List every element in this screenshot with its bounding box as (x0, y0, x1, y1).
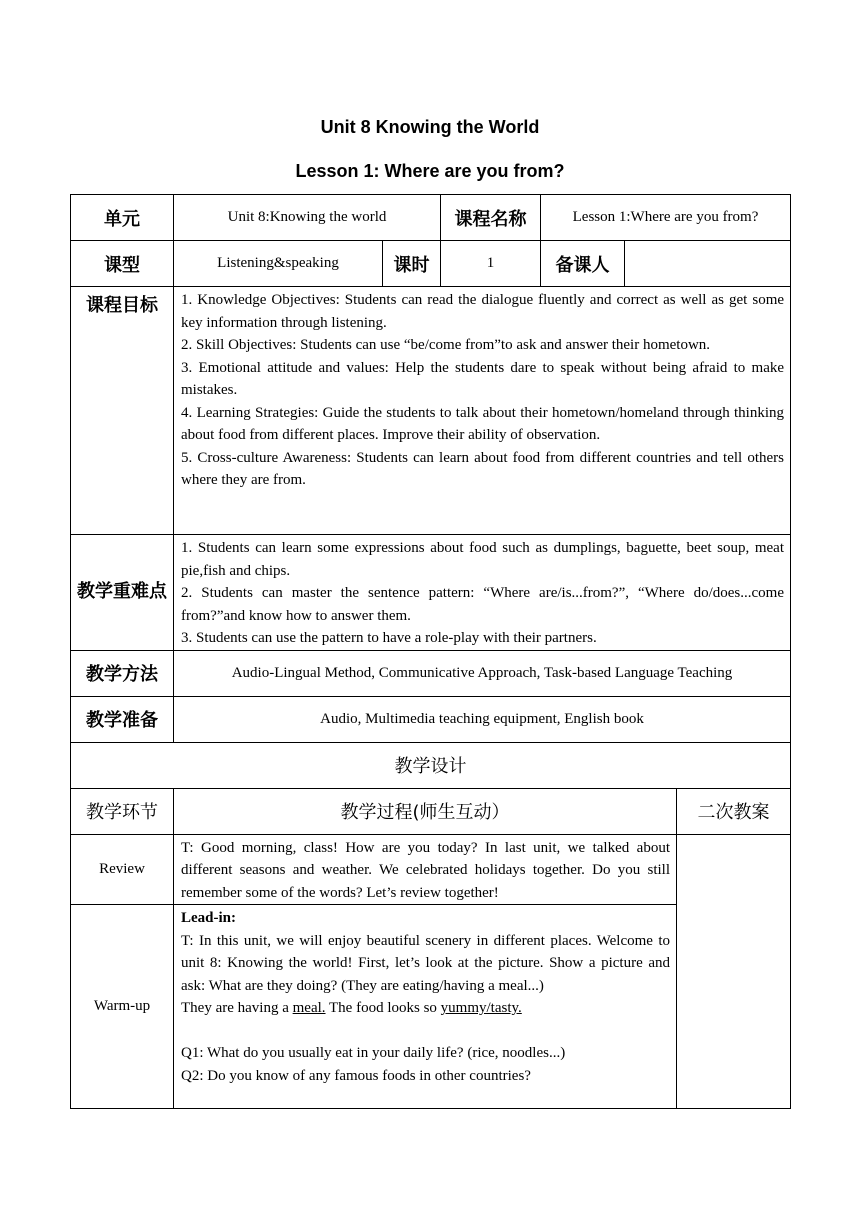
preparer-label: 备课人 (541, 241, 625, 287)
key-points-label: 教学重难点 (71, 535, 174, 651)
key-point-item: 2. Students can master the sentence pattern: “Where are/is...from?”, “Where do/does...come from?”and know how to answer them. (181, 585, 785, 624)
key-point-item: 1. Students can learn some expressions about food such as dumplings, baguette, beet soup, meat pie,fish and chips. (181, 540, 785, 579)
lesson-plan-table (70, 194, 791, 1109)
text-span: They are having a (181, 1000, 293, 1016)
unit-label: 单元 (71, 195, 174, 241)
objective-item: 1. Knowledge Objectives: Students can read the dialogue fluently and correct as well as get some key information through listening. (181, 292, 785, 331)
objective-item: 4. Learning Strategies: Guide the students to talk about their hometown/homeland through thinking about food from different places. Improve their ability of observation. (181, 404, 785, 443)
design-heading-row (71, 742, 791, 788)
type-label: 课型 (71, 241, 174, 287)
objectives-row (71, 287, 791, 535)
objective-item: 3. Emotional attitude and values: Help the students dare to speak without being afraid to make mistakes. (181, 359, 785, 398)
objective-item: 2. Skill Objectives: Students can use “be/come from”to ask and answer their hometown. (181, 337, 711, 353)
preparation-label: 教学准备 (71, 696, 174, 742)
text-span: The food looks so (325, 1000, 441, 1016)
lesson-title: Lesson 1: Where are you from? (295, 161, 565, 181)
design-columns-row (71, 788, 791, 834)
process-column-header: 教学过程(师生互动） (174, 788, 677, 834)
objectives-content (174, 287, 791, 535)
unit-title: Unit 8 Knowing the World (320, 117, 540, 137)
period-label: 课时 (383, 241, 441, 287)
warmup-content (174, 905, 677, 1109)
question-1: Q1: What do you usually eat in your daily life? (rice, noodles...) (181, 1045, 566, 1061)
blank-line (181, 1020, 670, 1043)
warmup-meal-line (181, 997, 670, 1020)
review-text: T: Good morning, class! How are you today? In last unit, we talked about different seasons and weather. We celebrated holidays together. Do you still remember some of the words? Let’s review together! (181, 839, 670, 901)
review-content (174, 834, 677, 905)
warmup-paragraph: T: In this unit, we will enjoy beautiful scenery in different places. Welcome to unit 8: Knowing the world! First, let’s look at the picture. Show a picture and ask: What are they doing? (They are eating/having a meal...) (181, 932, 670, 994)
preparation-row (71, 696, 791, 742)
review-row (71, 834, 791, 905)
design-heading: 教学设计 (71, 742, 791, 788)
underlined-word-meal: meal. (292, 1000, 326, 1016)
stage-column-header: 教学环节 (71, 788, 174, 834)
methods-value: Audio-Lingual Method, Communicative Approach, Task-based Language Teaching (174, 650, 791, 696)
methods-row (71, 650, 791, 696)
course-name-label: 课程名称 (441, 195, 541, 241)
key-points-content (174, 535, 791, 651)
info-row-type (71, 241, 791, 287)
underlined-word-yummy: yummy/tasty. (440, 1000, 522, 1016)
review-stage: Review (71, 834, 174, 905)
objective-item: 5. Cross-culture Awareness: Students can learn about food from different countries and tell others where they are from. (181, 449, 785, 488)
period-value: 1 (441, 241, 541, 287)
type-value: Listening&speaking (174, 241, 383, 287)
course-name-value: Lesson 1:Where are you from? (541, 195, 791, 241)
second-plan-column-header: 二次教案 (677, 788, 791, 834)
unit-value: Unit 8:Knowing the world (174, 195, 441, 241)
info-row-unit (71, 195, 791, 241)
methods-label: 教学方法 (71, 650, 174, 696)
question-2: Q2: Do you know of any famous foods in other countries? (181, 1067, 531, 1084)
objectives-label: 课程目标 (71, 287, 174, 535)
warmup-stage: Warm-up (71, 905, 174, 1109)
preparation-value: Audio, Multimedia teaching equipment, English book (174, 696, 791, 742)
leadin-heading: Lead-in: (181, 910, 237, 926)
key-point-item: 3. Students can use the pattern to have a role-play with their partners. (181, 630, 597, 646)
preparer-value (625, 241, 791, 287)
second-plan-cell (677, 834, 791, 1109)
key-points-row (71, 535, 791, 651)
